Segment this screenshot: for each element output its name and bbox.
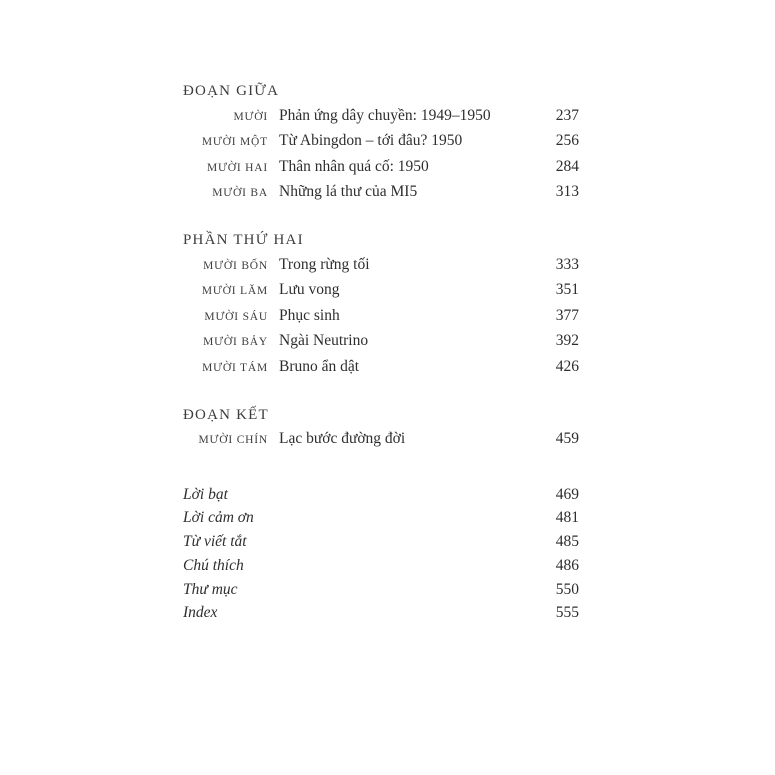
- chapter-number-label: MƯỜI CHÍN: [198, 434, 268, 446]
- chapter-title: Từ Abingdon – tới đâu? 1950: [279, 132, 463, 149]
- chapter-number-label: MƯỜI BẢY: [203, 336, 268, 348]
- table-of-contents: [183, 80, 579, 625]
- section-heading: PHẦN THỨ HAI: [183, 232, 304, 248]
- page-number: 333: [555, 255, 579, 273]
- toc-section: [183, 404, 579, 453]
- section-heading: ĐOẠN KẾT: [183, 406, 269, 423]
- toc-entry-row: [183, 304, 579, 330]
- page-number: 550: [555, 580, 579, 598]
- chapter-number-label: MƯỜI SÁU: [204, 310, 268, 323]
- back-matter-title: Lời bạt: [183, 485, 228, 503]
- back-matter-row: [183, 601, 579, 625]
- toc-entry-row: [183, 180, 579, 206]
- page-number: 256: [555, 132, 579, 149]
- page-number: 313: [555, 183, 579, 200]
- page-number: 555: [555, 604, 579, 622]
- page-number: 486: [555, 556, 579, 574]
- toc-entry-row: [183, 155, 579, 181]
- chapter-title: Thân nhân quá cố: 1950: [279, 157, 429, 175]
- back-matter-title: Index: [183, 604, 218, 622]
- back-matter-row: [183, 506, 579, 530]
- chapter-title: Trong rừng tối: [279, 255, 370, 273]
- toc-section: [183, 229, 579, 380]
- chapter-title: Ngài Neutrino: [279, 332, 369, 349]
- back-matter-row: [183, 578, 579, 602]
- page-number: 377: [555, 306, 579, 324]
- page-number: 485: [555, 533, 579, 551]
- chapter-title: Lưu vong: [279, 281, 340, 298]
- chapter-title: Bruno ẩn dật: [279, 357, 360, 375]
- toc-entry-row: [183, 129, 579, 155]
- back-matter-title: Thư mục: [183, 580, 238, 598]
- page-number: 459: [555, 430, 579, 447]
- page-number: 351: [555, 281, 579, 298]
- chapter-number-label: MƯỜI HAI: [207, 161, 268, 174]
- chapter-number-label: MƯỜI: [233, 110, 268, 123]
- chapter-title: Phục sinh: [279, 306, 340, 324]
- back-matter-row: [183, 483, 579, 507]
- back-matter-row: [183, 554, 579, 578]
- back-matter-title: Từ viết tắt: [183, 533, 247, 551]
- toc-entry-row: [183, 278, 579, 304]
- toc-entry-row: [183, 355, 579, 381]
- page-number: 392: [555, 332, 579, 349]
- chapter-number-label: MƯỜI BA: [212, 187, 268, 199]
- chapter-number-label: MƯỜI BỐN: [203, 259, 268, 272]
- page-number: 469: [555, 485, 579, 503]
- chapter-number-label: MƯỜI MỘT: [201, 136, 268, 148]
- back-matter-title: Lời cảm ơn: [183, 509, 254, 527]
- chapter-title: Phản ứng dây chuyền: 1949–1950: [279, 106, 491, 124]
- chapter-title: Những lá thư của MI5: [279, 183, 418, 200]
- back-matter-list: [183, 483, 579, 626]
- chapter-number-label: MƯỜI TÁM: [202, 361, 268, 374]
- toc-entry-row: [183, 427, 579, 453]
- toc-section: [183, 80, 579, 206]
- back-matter-row: [183, 530, 579, 554]
- page-number: 481: [555, 509, 579, 527]
- chapter-number-label: MƯỜI LĂM: [201, 285, 268, 297]
- toc-entry-row: [183, 104, 579, 130]
- section-heading: ĐOẠN GIỮA: [183, 83, 280, 99]
- back-matter-title: Chú thích: [183, 556, 244, 574]
- page-number: 284: [555, 157, 579, 175]
- page-number: 237: [555, 106, 579, 124]
- toc-entry-row: [183, 253, 579, 279]
- toc-entry-row: [183, 329, 579, 355]
- chapter-title: Lạc bước đường đời: [279, 430, 406, 447]
- page-number: 426: [555, 357, 579, 375]
